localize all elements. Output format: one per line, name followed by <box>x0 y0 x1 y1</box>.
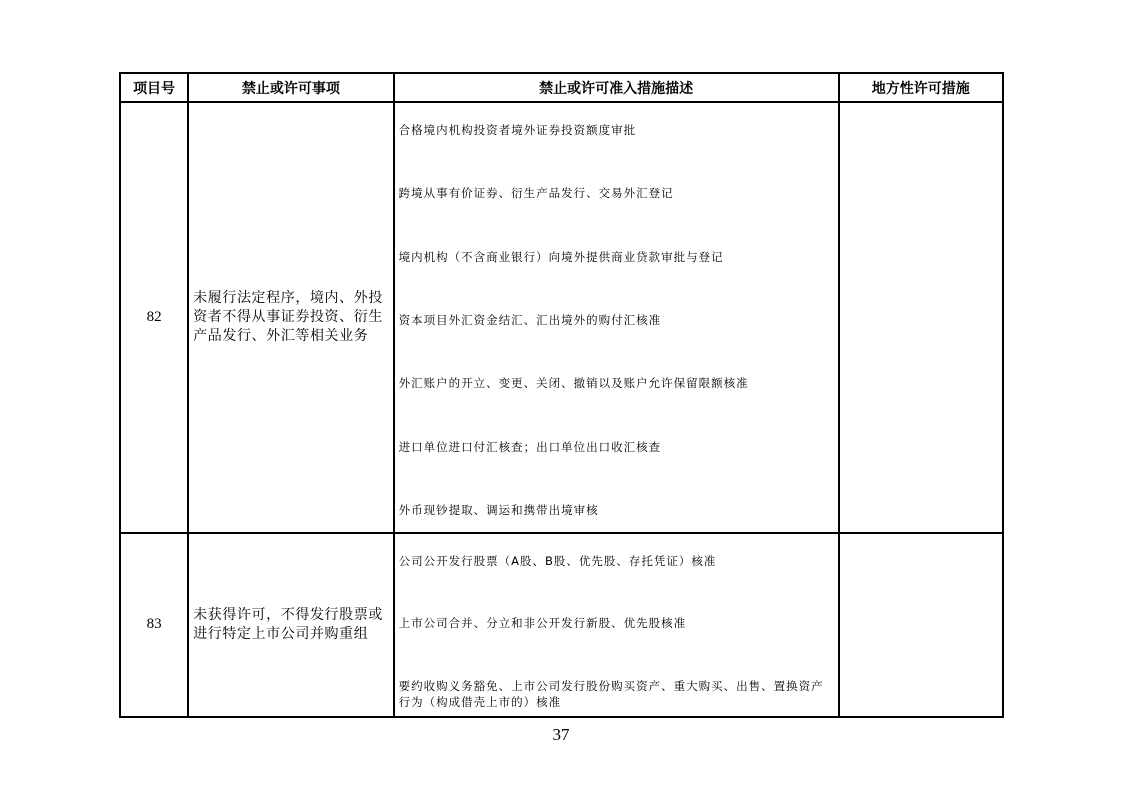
description-list <box>395 534 838 716</box>
page-number: 37 <box>552 725 570 744</box>
description-item: 境内机构（不含商业银行）向境外提供商业贷款审批与登记 <box>398 249 724 264</box>
header-description: 禁止或许可准入措施描述 <box>394 73 839 102</box>
item-number: 83 <box>120 533 188 717</box>
local-measures-cell <box>839 102 1003 533</box>
description-list <box>395 103 838 531</box>
description-item: 外汇账户的开立、变更、关闭、撤销以及账户允许保留限额核准 <box>398 376 749 391</box>
description-cell <box>394 533 839 717</box>
local-measures-cell <box>839 533 1003 717</box>
description-item: 上市公司合并、分立和非公开发行新股、优先股核准 <box>398 616 687 631</box>
header-local-measures: 地方性许可措施 <box>839 73 1003 102</box>
description-item: 要约收购义务豁免、上市公司发行股份购买资产、重大购买、出售、置换资产行为（构成借壳上市的）核准 <box>398 678 824 709</box>
description-cell <box>394 102 839 533</box>
measures-table <box>119 72 1004 718</box>
header-item: 禁止或许可事项 <box>188 73 393 102</box>
table-row <box>120 533 1003 717</box>
item-text: 未获得许可，不得发行股票或进行特定上市公司并购重组 <box>188 533 393 717</box>
description-item: 合格境内机构投资者境外证券投资额度审批 <box>398 123 637 137</box>
header-item-no: 项目号 <box>120 73 188 102</box>
table-row <box>120 102 1003 533</box>
item-text: 未履行法定程序，境内、外投资者不得从事证券投资、衍生产品发行、外汇等相关业务 <box>188 102 393 533</box>
description-item: 外币现钞提取、调运和携带出境审核 <box>398 502 599 517</box>
description-item: 公司公开发行股票（A股、B股、优先股、存托凭证）核准 <box>398 553 717 568</box>
description-item: 进口单位进口付汇核查；出口单位出口收汇核查 <box>398 439 662 454</box>
table-header-row <box>120 73 1003 102</box>
description-item: 资本项目外汇资金结汇、汇出境外的购付汇核准 <box>398 312 662 327</box>
description-item: 跨境从事有价证券、衍生产品发行、交易外汇登记 <box>398 186 674 201</box>
item-number: 82 <box>120 102 188 533</box>
